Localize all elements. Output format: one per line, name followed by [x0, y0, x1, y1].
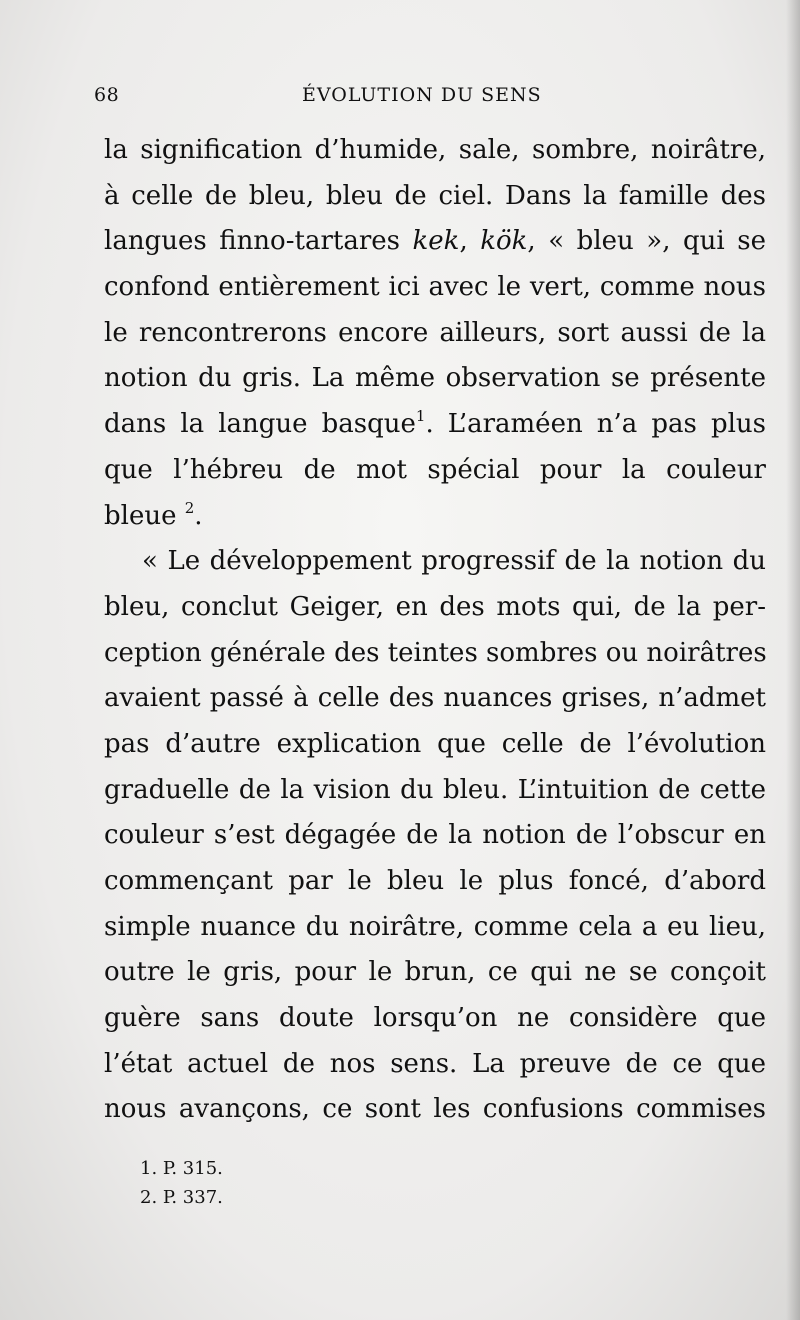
text-line: notion du gris. La même observation se présente	[104, 363, 766, 394]
text-line: graduelle de la vision du bleu. L’intuition de cette	[104, 774, 766, 805]
text-line: l’état actuel de nos sens. La preuve de ce que	[104, 1048, 766, 1079]
text-line	[104, 402, 766, 448]
text-line	[104, 494, 766, 540]
text-line: avaient passé à celle des nuances grises, n’admet	[104, 683, 766, 714]
text-line: le rencontrerons encore ailleurs, sort aussi de la	[104, 317, 766, 348]
text-line: à celle de bleu, bleu de ciel. Dans la famille des	[104, 180, 766, 211]
text-line: pas d’autre explication que celle de l’évolution	[104, 728, 766, 759]
footnote-ref: 2	[184, 498, 195, 517]
text-line: ception générale des teintes sombres ou noirâtres	[104, 637, 767, 668]
page-edge-shadow	[786, 0, 800, 1320]
body-text	[104, 128, 766, 1133]
text-segment: dans la langue basque	[104, 409, 416, 440]
text-line: « Le développement progressif de la notion du	[142, 546, 766, 577]
text-line: simple nuance du noirâtre, comme cela a eu lieu,	[104, 911, 766, 942]
text-line: nous avançons, ce sont les confusions commises	[104, 1094, 766, 1125]
text-line: outre le gris, pour le brun, ce qui ne se conçoit	[104, 957, 766, 988]
running-title: ÉVOLUTION DU SENS	[302, 84, 542, 106]
text-line: que l’hébreu de mot spécial pour la couleur	[104, 454, 766, 485]
text-line: couleur s’est dégagée de la notion de l’obscur en	[104, 820, 766, 851]
footnote-ref: 1	[415, 407, 426, 426]
footnote: 2. P. 337.	[140, 1187, 223, 1208]
text-segment: bleue	[104, 500, 177, 531]
footnotes	[140, 1154, 223, 1212]
page-number: 68	[94, 84, 120, 106]
text-line: commençant par le bleu le plus foncé, d’abord	[104, 866, 766, 896]
page-header	[94, 84, 740, 114]
text-segment: . L’araméen n’a pas plus	[425, 409, 766, 440]
text-segment: .	[194, 500, 203, 531]
text-line: la signification d’humide, sale, sombre, noirâtre,	[104, 135, 766, 165]
text-line: guère sans doute lorsqu’on ne considère que	[104, 1003, 766, 1034]
italic-term: kek	[412, 226, 460, 257]
footnote: 1. P. 315.	[140, 1158, 223, 1179]
text-line: bleu, conclut Geiger, en des mots qui, de la per-	[104, 591, 766, 622]
text-line: confond entièrement ici avec le vert, comme nous	[104, 272, 766, 303]
italic-term: kök	[480, 226, 528, 257]
text-line-with-italics: langues finno-tartares kek, kök, « bleu », qui se	[104, 226, 766, 257]
